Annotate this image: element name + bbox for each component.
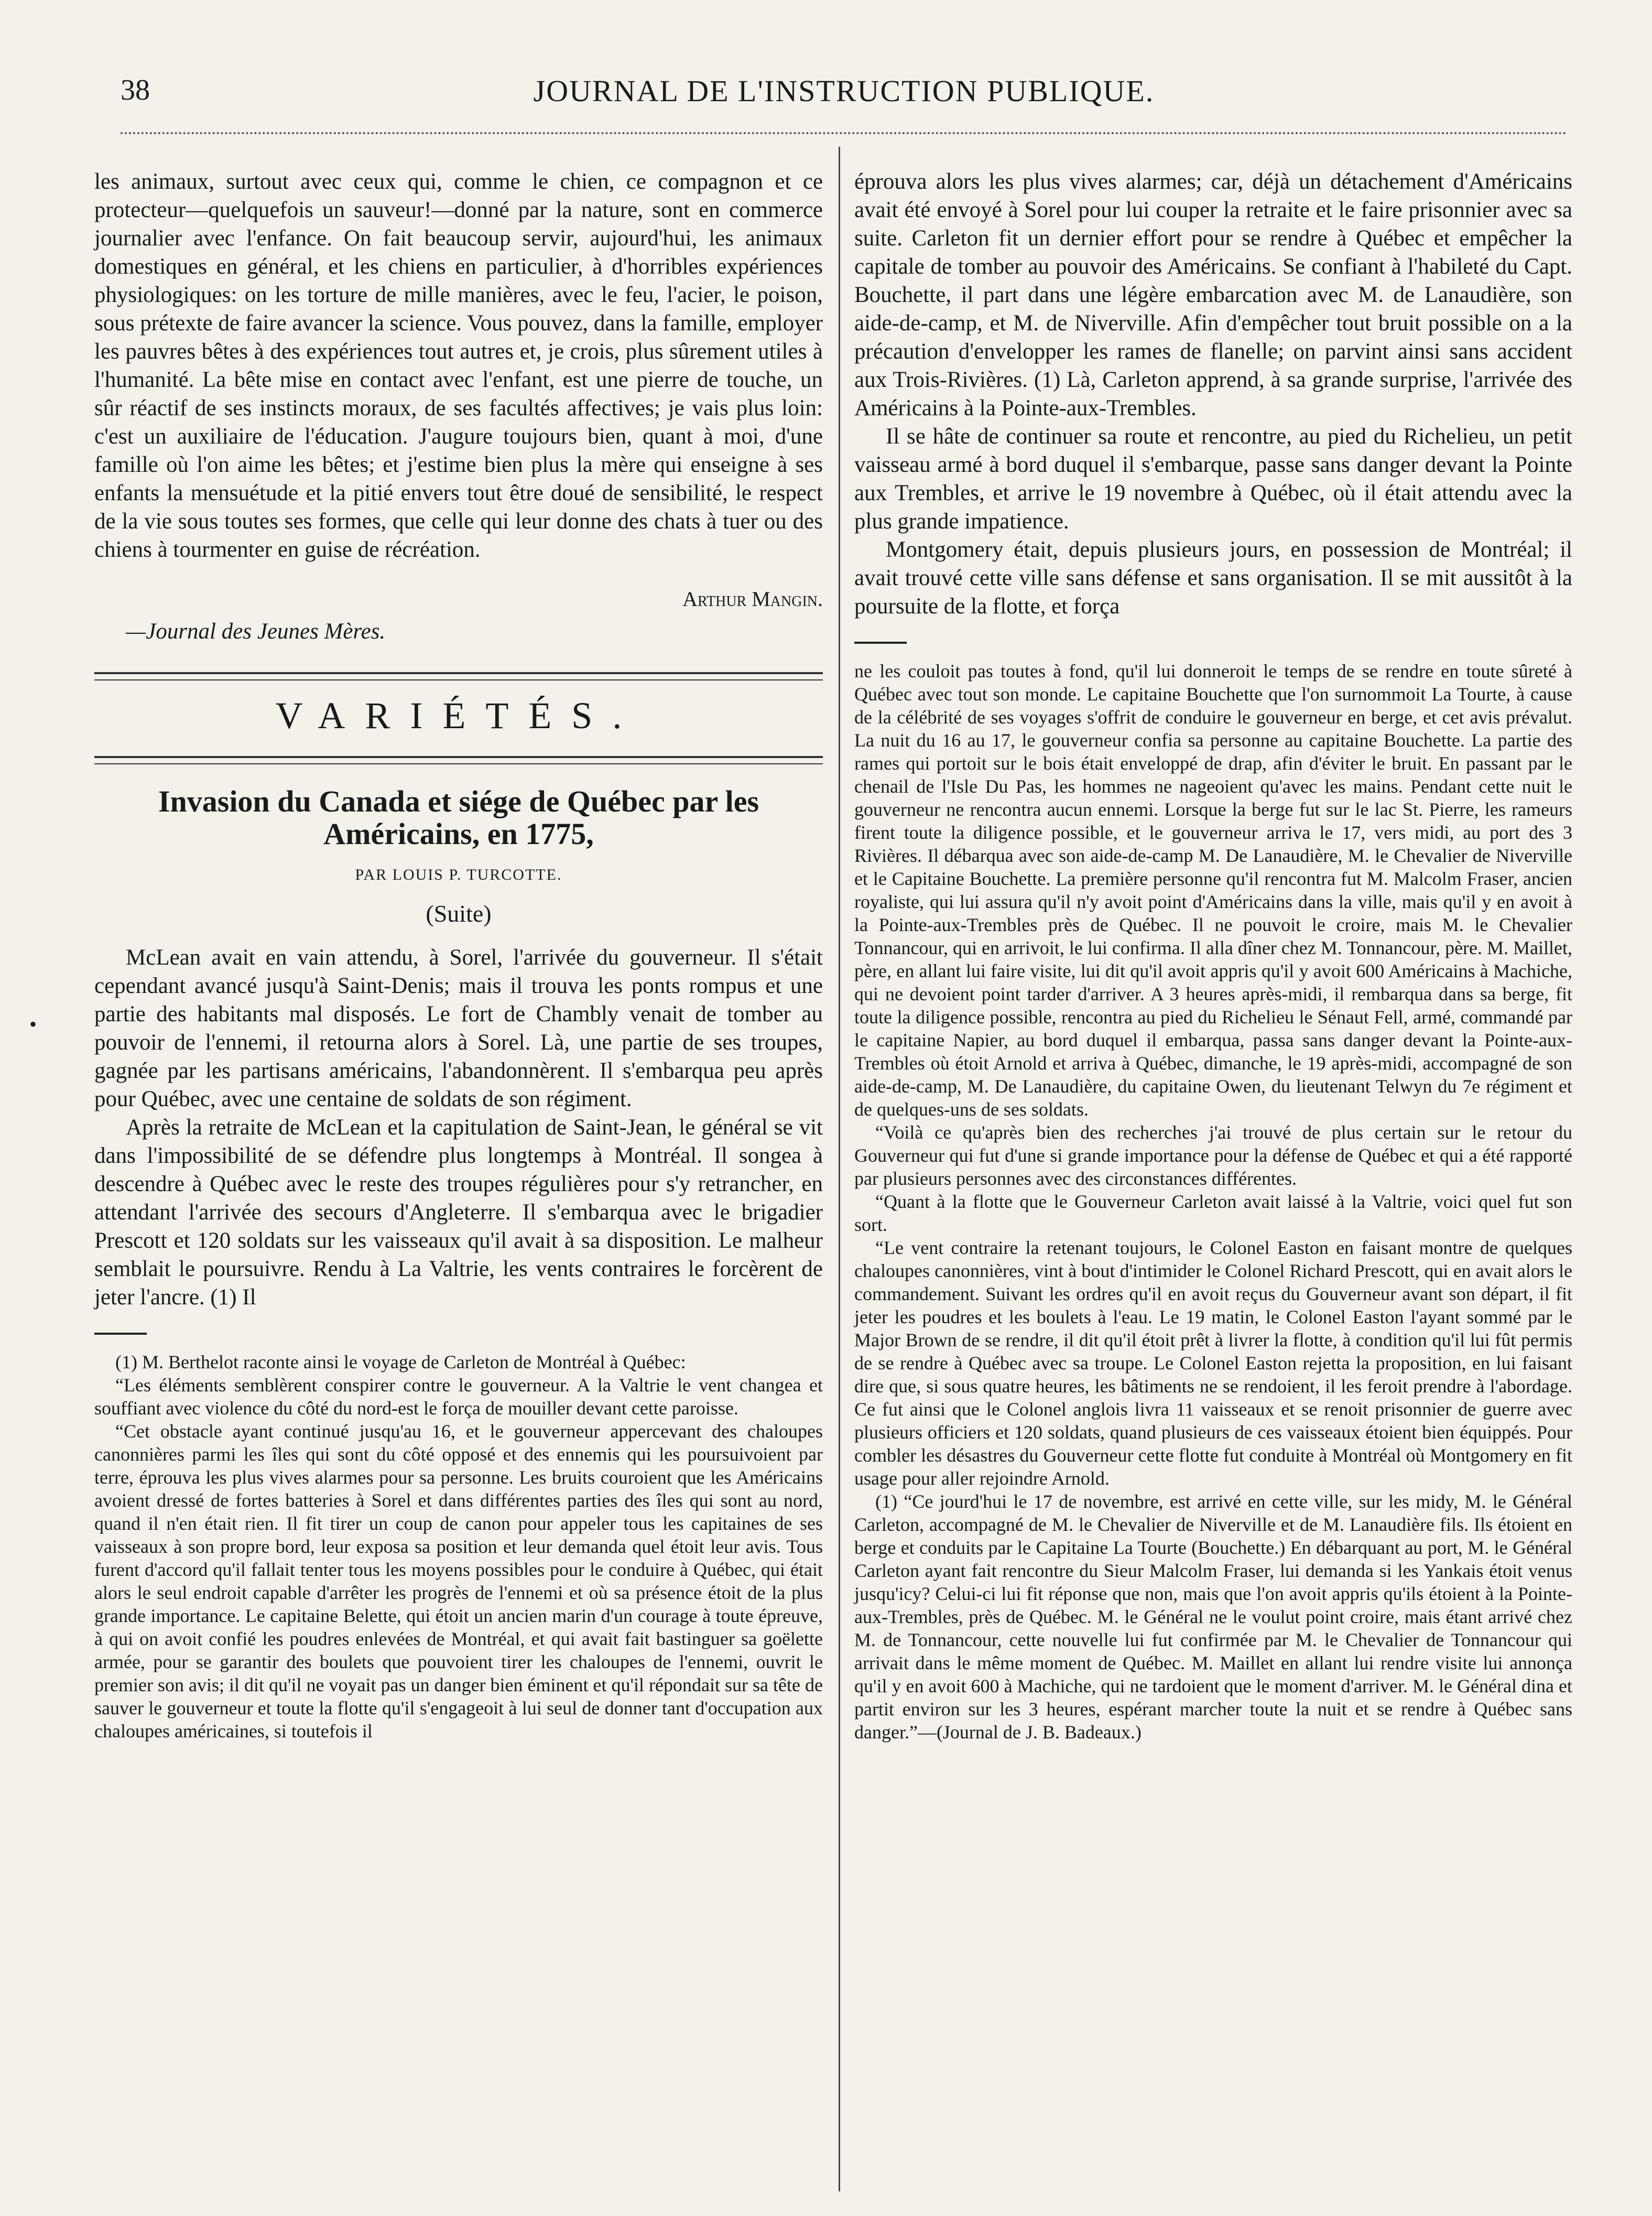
article-paragraph: Il se hâte de continuer sa route et rencontre, au pied du Richelieu, un petit vaisseau armé à bord duquel il s'embarque, passe sans danger devant la Pointe aux Trembles, et arrive le 19 novembre à Québec, où il était attendu avec la plus grande impatience.	[854, 424, 1572, 534]
footnote-rule	[854, 642, 907, 644]
article-paragraph: éprouva alors les plus vives alarmes; car, déjà un détachement d'Américains avait été envoyé à Sorel pour lui couper la retraite et le faire prisonnier avec sa suite. Carleton fit un dernier effort pour se rendre à Québec et empêcher la capitale de tomber au pouvoir des Américains. Se confiant à l'habileté du Capt. Bouchette, il part dans une légère embarcation avec M. de Lanaudière, son aide-de-camp, et M. de Niverville. Afin d'empêcher tout bruit possible on a la précaution d'envelopper les rames de flanelle; on parvint ainsi sans accident aux Trois-Rivières. (1) Là, Carleton apprend, à sa grande surprise, l'arrivée des Américains à la Pointe-aux-Trembles.	[854, 169, 1572, 420]
article-paragraph: Montgomery était, depuis plusieurs jours, en possession de Montréal; il avait trouvé cette ville sans défense et sans organisation. Il se mit aussitôt à la poursuite de la flotte, et força	[854, 537, 1572, 619]
footnote-paragraph: “Quant à la flotte que le Gouverneur Carleton avait laissé à la Valtrie, voici quel fut son sort.	[854, 1191, 1572, 1235]
section-title: VARIÉTÉS.	[275, 695, 642, 737]
article-paragraph: Après la retraite de McLean et la capitulation de Saint-Jean, le général se vit dans l'impossibilité de se défendre plus longtemps à Montréal. Il songea à descendre à Québec avec le reste des troupes régulières pour s'y retrancher, en attendant l'arrivée des secours d'Angleterre. Il s'embarqua avec le brigadier Prescott et 120 soldats sur les vaisseaux qu'il avait à sa disposition. Le malheur semblait le poursuivre. Rendu à La Valtrie, les vents contraires le forcèrent de jeter l'ancre. (1) Il	[94, 1115, 823, 1310]
page-number: 38	[121, 74, 150, 106]
footnote-paragraph: (1) M. Berthelot raconte ainsi le voyage de Carleton de Montréal à Québec:	[115, 1352, 686, 1372]
header-rule	[121, 132, 1567, 134]
journal-title: JOURNAL DE L'INSTRUCTION PUBLIQUE.	[533, 74, 1155, 108]
footnote-paragraph: (1) “Ce jourd'hui le 17 de novembre, est arrivé en cette ville, sur les midy, M. le Général Carleton, accompagné de M. le Chevalier de Niverville et de M. Lanaudière fils. Ils étoient en berge et conduits par le Capitaine La Tourte (Bouchette.) En débarquant au port, M. le Général Carleton ayant fait rencontre du Sieur Malcolm Fraser, lui demanda si les Yankais étoit venus jusqu'icy? Celui-ci lui fit réponse que non, mais que l'on avoit appris qu'ils étoient à la Pointe-aux-Trembles, près de Québec. M. le Général ne le voulut point croire, mais étant arrivé chez M. de Tonnancour, cette nouvelle lui fut confirmée par M. le Chevalier de Tonnancour qui arrivait dans le même moment de Québec. M. Maillet en allant lui rendre visite lui annonça qu'il y en avoit 600 à Machiche, qui ne tardoient que le moment d'arriver. M. le Général dina et partit environ sur les 3 heures, espérant marcher toute la nuit et se rendre à Québec sans danger.”—(Journal de J. B. Badeaux.)	[854, 1491, 1572, 1743]
footnote-paragraph: “Cet obstacle ayant continué jusqu'au 16, et le gouverneur appercevant des chaloupes canonnières parmi les îles qui sont du côté opposé et des ennemis qui les poursuivoient par terre, éprouva les plus vives alarmes pour sa personne. Les bruits couroient que les Américains avoient dressé de fortes batteries à Sorel et dans différentes parties des îles qui sont au nord, quand il n'en était rien. Il fit tirer un coup de canon pour appeler tous les capitaines de ses vaisseaux à son propre bord, leur exposa sa position et leur demanda quel étoit leur avis. Tous furent d'accord qu'il fallait tenter tous les moyens possibles pour le conduire à Québec, qui était alors le seul endroit capable d'arrêter les progrès de l'ennemi et où sa présence étoit de la plus grande importance. Le capitaine Belette, qui étoit un ancien marin d'un courage à toute épreuve, à qui on avoit confié les poudres enlevées de Montréal, et qui avait fait bastinguer sa goëlette armée, pour se garantir des boulets que pouvoient tirer les chaloupes de l'ennemi, ouvrit le premier son avis; il dit qu'il ne voyait pas un danger bien éminent et qu'il répondait sur sa tête de sauver le gouverneur et toute la flotte qu'il s'engageoit à lui seul de donner tant d'occupation aux chaloupes américaines, si toutefois il	[94, 1421, 823, 1742]
right-column	[854, 168, 1572, 1744]
footnote-paragraph: ne les couloit pas toutes à fond, qu'il lui donneroit le temps de se rendre en toute sûreté à Québec avec tout son monde. Le capitaine Bouchette que l'on surnommoit La Tourte, à cause de la célébrité de ses voyages s'offrit de conduire le gouverneur en berge, et cet avis prévalut. La nuit du 16 au 17, le gouverneur confia sa personne au capitaine Bouchette. La partie des rames qui portoit sur le bois était enveloppé de drap, afin d'éviter le bruit. En passant par le chenail de l'Isle Du Pas, les hommes ne nageoient qu'avec les mains. Pendant cette nuit le gouverneur ne rencontra aucun ennemi. Lorsque la berge fut sur le lac St. Pierre, les rameurs firent toute la diligence possible, et le gouverneur arriva le 17, vers midi, au port des 3 Rivières. Il débarqua avec son aide-de-camp M. De Lanaudière, M. le Chevalier de Niverville et le Capitaine Bouchette. La première personne qu'il rencontra fut M. Malcolm Fraser, ancien royaliste, qui lui assura qu'il n'y avoit point d'Américains dans la ville, mais qu'il y en avoit à la Pointe-aux-Trembles près de Québec. Il ne pouvoit le croire, mais M. le Chevalier Tonnancour, qui en arrivoit, le lui confirma. Il alla dîner chez M. Tonnancour, père. M. Maillet, père, en allant lui faire visite, lui dit qu'il avoit appris qu'il y avoit 600 Américains à Machiche, qui ne devoient point tarder d'arriver. A 3 heures après-midi, il rembarqua dans sa berge, fit toute la diligence possible, rencontra au pied du Richelieu le Sénaut Fell, armé, commandé par le capitaine Napier, au bord duquel il embarqua, passa sans danger devant la Pointe-aux-Trembles où étoit Arnold et arriva à Québec, dimanche, le 19 après-midi, accompagné de son aide-de-camp, M. De Lanaudière, du capitaine Owen, du lieutenant Telwyn du 7e régiment et de quelques-uns de ses soldats.	[854, 661, 1572, 1120]
article-suite: (Suite)	[426, 900, 492, 927]
footnote-paragraph: “Les éléments semblèrent conspirer contre le gouverneur. A la Valtrie le vent changea et souffiant avec violence du côté du nord-est le força de mouiller devant cette paroisse.	[94, 1375, 823, 1419]
footnote-block	[94, 1350, 823, 1743]
footnote-paragraph: “Voilà ce qu'après bien des recherches j'ai trouvé de plus certain sur le retour du Gouverneur qui fut d'une si grande importance pour la défense de Québec et qui a été rapporté par plusieurs personnes avec des circonstances différentes.	[854, 1122, 1572, 1189]
article-title: Invasion du Canada et siége de Québec par les Américains, en 1775,	[158, 784, 759, 851]
page-header	[121, 73, 1567, 121]
section-rule-top	[94, 672, 823, 680]
source-citation: —Journal des Jeunes Mères.	[126, 619, 386, 644]
section-rule-bottom	[94, 756, 823, 764]
footnote-block	[854, 660, 1572, 1744]
article-byline: PAR LOUIS P. TURCOTTE.	[355, 866, 562, 883]
margin-bullet: •	[29, 1012, 37, 1036]
left-column	[94, 168, 823, 1743]
intro-paragraph: les animaux, surtout avec ceux qui, comme le chien, ce compagnon et ce protecteur—quelquefois un sauveur!—donné par la nature, sont en commerce journalier avec l'enfance. On fait beaucoup servir, aujourd'hui, les animaux domestiques en général, et les chiens en particulier, à d'horribles expériences physiologiques: on les torture de mille manières, avec le feu, l'acier, le poison, sous prétexte de faire avancer la science. Vous pouvez, dans la famille, employer les pauvres bêtes à des expériences tout autres et, je crois, plus sûrement utiles à l'humanité. La bête mise en contact avec l'enfant, est une pierre de touche, un sûr réactif de ses instincts moraux, de ses facultés affectives; je vais plus loin: c'est un auxiliaire de l'éducation. J'augure toujours bien, quant à moi, d'une famille où l'on aime les bêtes; et j'estime bien plus la mère qui enseigne à ses enfants la mensuétude et la pitié envers tout être doué de sensibilité, le respect de la vie sous toutes ses formes, que celle qui leur donne des chats à tuer ou des chiens à tourmenter en guise de récréation.	[94, 169, 823, 562]
footnote-rule	[94, 1333, 147, 1335]
article-paragraph: McLean avait en vain attendu, à Sorel, l'arrivée du gouverneur. Il s'était cependant avancé jusqu'à Saint-Denis; mais il trouva les ponts rompus et une partie des habitants mal disposés. Le fort de Chambly venait de tomber au pouvoir de l'ennemi, il retourna alors à Sorel. Là, une partie de ses troupes, gagnée par les partisans américains, l'abandonnèrent. Il s'embarqua peu après pour Québec, avec une centaine de soldats de son régiment.	[94, 945, 823, 1111]
footnote-paragraph: “Le vent contraire la retenant toujours, le Colonel Easton en faisant montre de quelques chaloupes canonnières, vint à bout d'intimider le Colonel Richard Prescott, qui en avait alors le commandement. Suivant les ordres qu'il en avoit reçus du Gouverneur avant son départ, il fit jeter les poudres et les boulets à l'eau. Le 19 matin, le Colonel Easton l'ayant sommé par le Major Brown de se rendre, il dit qu'il étoit prêt à livrer la flotte, à condition qu'il lui fût permis de se rendre à Québec avec sa troupe. Le Colonel Easton rejetta la proposition, en lui faisant dire que, si sous quatre heures, les bâtiments ne se rendoient, il les feroit prendre à l'abordage. Ce fut ainsi que le Colonel anglois livra 11 vaisseaux et se renoit prisonnier de guerre avec plusieurs officiers et 120 soldats, quand plusieurs de ces vaisseaux étoient bien équippés. Pour combler les désastres du Gouverneur cette flotte fut conduite à Montréal où Montgomery en fit usage pour aller rejoindre Arnold.	[854, 1237, 1572, 1489]
column-divider	[839, 147, 840, 2191]
author-signature: Arthur Mangin.	[682, 587, 823, 611]
